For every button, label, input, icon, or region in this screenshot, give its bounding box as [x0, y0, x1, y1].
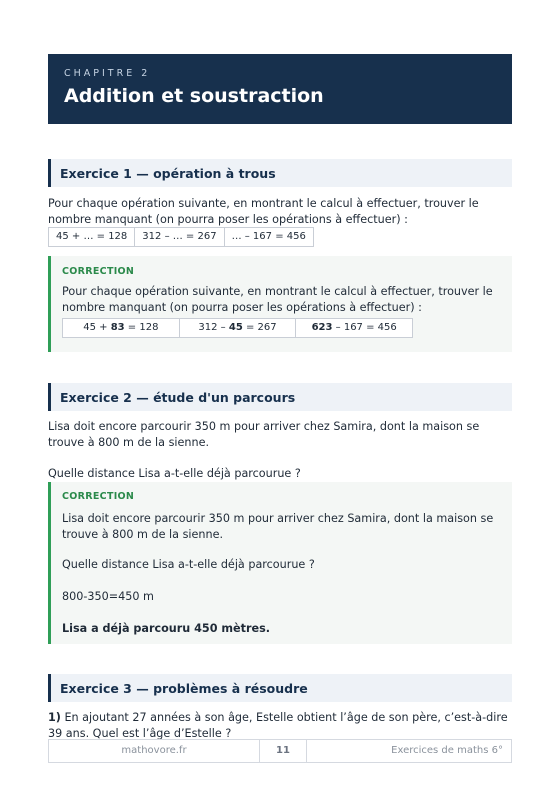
- correction-statement: Lisa doit encore parcourir 350 m pour arriver chez Samira, dont la maison se trouve à 800 m de la sienne.: [62, 512, 494, 541]
- exercise-3-item-1: [48, 710, 512, 742]
- exercise-1-correction: [48, 256, 512, 352]
- correction-operation-cell: 312 – 45 = 267: [180, 319, 297, 337]
- exercise-1-statement: Pour chaque opération suivante, en montrant le calcul à effectuer, trouver le nombre manquant (on pourra poser les opérations à effectuer) :: [48, 197, 479, 226]
- chapter-number: CHAPITRE 2: [64, 68, 151, 79]
- correction-calculation: 800-350=450 m: [62, 590, 154, 603]
- missing-number-answer: 623: [311, 322, 333, 333]
- page-footer: [48, 739, 512, 763]
- operation-cell: 312 – … = 267: [135, 228, 224, 246]
- item-number: 1): [48, 711, 61, 724]
- missing-number-answer: 45: [228, 322, 243, 333]
- footer-subject: Exercices de maths 6°: [391, 745, 503, 756]
- correction-answer: Lisa a déjà parcouru 450 mètres.: [62, 622, 270, 635]
- exercise-1-title: Exercice 1 — opération à trous: [60, 166, 276, 181]
- correction-operation-cell: 623 – 167 = 456: [311, 322, 397, 333]
- exercise-1-operations: [48, 227, 314, 247]
- correction-operation-cell: 45 + 83 = 128: [63, 319, 180, 337]
- exercise-2-correction: [48, 482, 512, 644]
- exercise-2-question: Quelle distance Lisa a-t-elle déjà parcourue ?: [48, 467, 301, 480]
- correction-question: Quelle distance Lisa a-t-elle déjà parcourue ?: [62, 558, 315, 571]
- correction-statement: Pour chaque opération suivante, en montrant le calcul à effectuer, trouver le nombre manquant (on pourra poser les opérations à effectuer) :: [62, 285, 493, 314]
- chapter-header: [48, 54, 512, 124]
- correction-operations: [62, 318, 413, 338]
- exercise-1-heading: [48, 159, 512, 187]
- operation-cell: 45 + … = 128: [49, 228, 135, 246]
- correction-label: CORRECTION: [62, 266, 135, 277]
- chapter-title: Addition et soustraction: [64, 85, 324, 107]
- page-number: 11: [260, 740, 307, 762]
- footer-site: mathovore.fr: [49, 740, 260, 762]
- exercise-2-statement: Lisa doit encore parcourir 350 m pour arriver chez Samira, dont la maison se trouve à 800 m de la sienne.: [48, 420, 480, 449]
- correction-label: CORRECTION: [62, 491, 135, 502]
- item-text: En ajoutant 27 années à son âge, Estelle obtient l’âge de son père, c’est-à-dire 39 ans. Quel est l’âge d’Estelle ?: [48, 711, 508, 740]
- missing-number-answer: 83: [110, 322, 125, 333]
- exercise-2-title: Exercice 2 — étude d'un parcours: [60, 390, 296, 405]
- exercise-3-heading: [48, 674, 512, 702]
- operation-cell: … – 167 = 456: [231, 231, 306, 242]
- exercise-2-heading: [48, 383, 512, 411]
- exercise-3-title: Exercice 3 — problèmes à résoudre: [60, 681, 308, 696]
